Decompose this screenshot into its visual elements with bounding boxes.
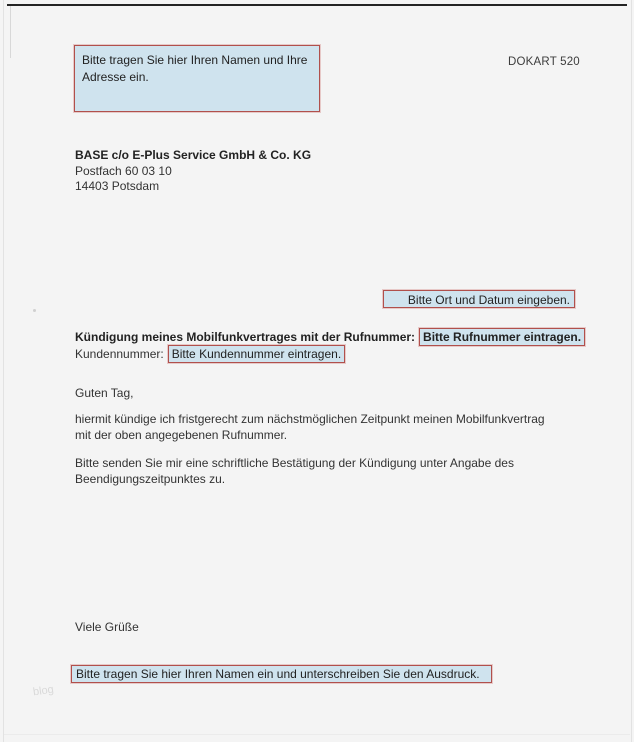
- body-paragraph-1: [75, 412, 545, 443]
- recipient-city: 14403 Potsdam: [75, 179, 160, 193]
- customer-number-placeholder-field[interactable]: Bitte Kundennummer eintragen.: [168, 345, 345, 363]
- place-date-placeholder-field[interactable]: Bitte Ort und Datum eingeben.: [383, 290, 575, 308]
- recipient-name: BASE c/o E-Plus Service GmbH & Co. KG: [75, 148, 312, 162]
- subject-label: Kündigung meines Mobilfunkvertrages mit der Rufnummer:: [75, 330, 416, 344]
- page-left-edge-inner: [10, 6, 11, 58]
- document-code-label: DOKART 520: [508, 56, 580, 68]
- paragraph-line: Bitte senden Sie mir eine schriftliche Bestätigung der Kündigung unter Angabe des: [75, 456, 514, 470]
- phone-number-placeholder-field[interactable]: Bitte Rufnummer eintragen.: [419, 328, 585, 346]
- page-left-edge: [3, 0, 4, 742]
- customer-number-line: [75, 345, 345, 363]
- recipient-address-block: [75, 148, 311, 195]
- paragraph-line: Beendigungszeitpunktes zu.: [75, 471, 226, 486]
- page-bottom-edge: [4, 734, 630, 735]
- sender-address-placeholder-field[interactable]: Bitte tragen Sie hier Ihren Namen und Ihre Adresse ein.: [74, 45, 320, 112]
- paragraph-line: mit der oben angegebenen Rufnummer.: [75, 427, 288, 442]
- signature-name-placeholder-field[interactable]: Bitte tragen Sie hier Ihren Namen ein und unterschreiben Sie den Ausdruck.: [71, 665, 492, 683]
- body-paragraph-2: [75, 456, 514, 487]
- page-right-edge: [631, 0, 632, 742]
- subject-line: [75, 328, 585, 346]
- salutation: Guten Tag,: [75, 386, 134, 400]
- closing-phrase: Viele Grüße: [75, 620, 139, 634]
- top-border-rule: [7, 4, 627, 6]
- watermark-text: blog: [32, 683, 55, 699]
- recipient-po-box: Postfach 60 03 10: [75, 163, 172, 178]
- stray-mark: [33, 309, 36, 312]
- paragraph-line: hiermit kündige ich fristgerecht zum nächstmöglichen Zeitpunkt meinen Mobilfunkvertrag: [75, 412, 545, 426]
- customer-number-label: Kundennummer:: [75, 347, 164, 361]
